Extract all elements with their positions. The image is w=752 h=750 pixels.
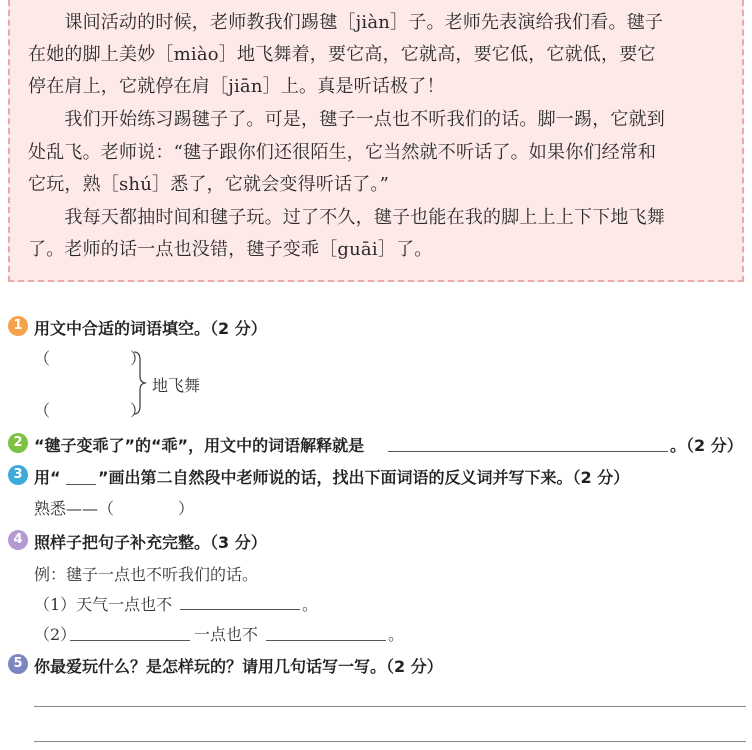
example-sentence: 例：毽子一点也不听我们的话。	[34, 565, 259, 584]
question-number-badge: 1	[8, 316, 28, 336]
question-5-text: 你最爱玩什么？是怎样玩的？请用几句话写一写。（2 分）	[34, 657, 443, 676]
passage-line: 我每天都抽时间和毽子玩。过了不久，毽子也能在我的脚上上上下下地飞舞	[28, 207, 665, 228]
question-number-badge: 4	[8, 530, 28, 550]
answer-blank[interactable]	[180, 609, 300, 610]
item-1-text: （1）天气一点也不	[34, 595, 173, 614]
brace-icon	[132, 350, 148, 416]
passage-line: 在她的脚上美妙［miào］地飞舞着，要它高，它就高，要它低，它就低，要它	[28, 44, 656, 65]
question-number-badge: 3	[8, 465, 28, 485]
passage-line: 课间活动的时候，老师教我们踢毽［jiàn］子。老师先表演给我们看。毽子	[28, 12, 664, 33]
writing-line[interactable]	[34, 741, 746, 742]
underline-sample	[66, 484, 96, 485]
item-2-end: 。	[388, 625, 405, 644]
passage-line: 了。老师的话一点也没错，毽子变乖［guāi］了。	[28, 239, 433, 260]
writing-line[interactable]	[34, 706, 746, 707]
answer-blank[interactable]	[70, 640, 190, 641]
answer-blank[interactable]	[388, 451, 668, 452]
answer-blank[interactable]	[266, 640, 386, 641]
item-2-mid: 一点也不	[194, 625, 259, 644]
question-2-points: 。（2 分）	[670, 436, 743, 455]
passage-line: 停在肩上，它就停在肩［jiān］上。真是听话极了！	[28, 76, 445, 97]
passage-line: 它玩，熟［shú］悉了，它就会变得听话了。”	[28, 174, 390, 195]
item-2-label: （2）	[34, 625, 77, 644]
q1-word: 地飞舞	[152, 376, 201, 395]
question-3-text: 用“	[34, 468, 61, 487]
antonym-prompt[interactable]: 熟悉——（ ）	[34, 499, 195, 518]
blank-paren-a[interactable]: （ ）	[34, 349, 147, 368]
question-2-text: “毽子变乖了”的“乖”，用文中的词语解释就是	[34, 436, 365, 455]
question-number-badge: 5	[8, 654, 28, 674]
passage-line: 我们开始练习踢毽子了。可是，毽子一点也不听我们的话。脚一踢，它就到	[28, 109, 665, 130]
passage-line: 处乱飞。老师说：“毽子跟你们还很陌生，它当然就不听话了。如果你们经常和	[28, 142, 657, 163]
blank-paren-b[interactable]: （ ）	[34, 401, 147, 420]
question-3-text-rest: ”画出第二自然段中老师说的话，找出下面词语的反义词并写下来。（2 分）	[98, 468, 630, 487]
question-4-text: 照样子把句子补充完整。（3 分）	[34, 533, 267, 552]
question-number-badge: 2	[8, 433, 28, 453]
item-1-end: 。	[302, 595, 319, 614]
question-1-text: 用文中合适的词语填空。（2 分）	[34, 319, 267, 338]
